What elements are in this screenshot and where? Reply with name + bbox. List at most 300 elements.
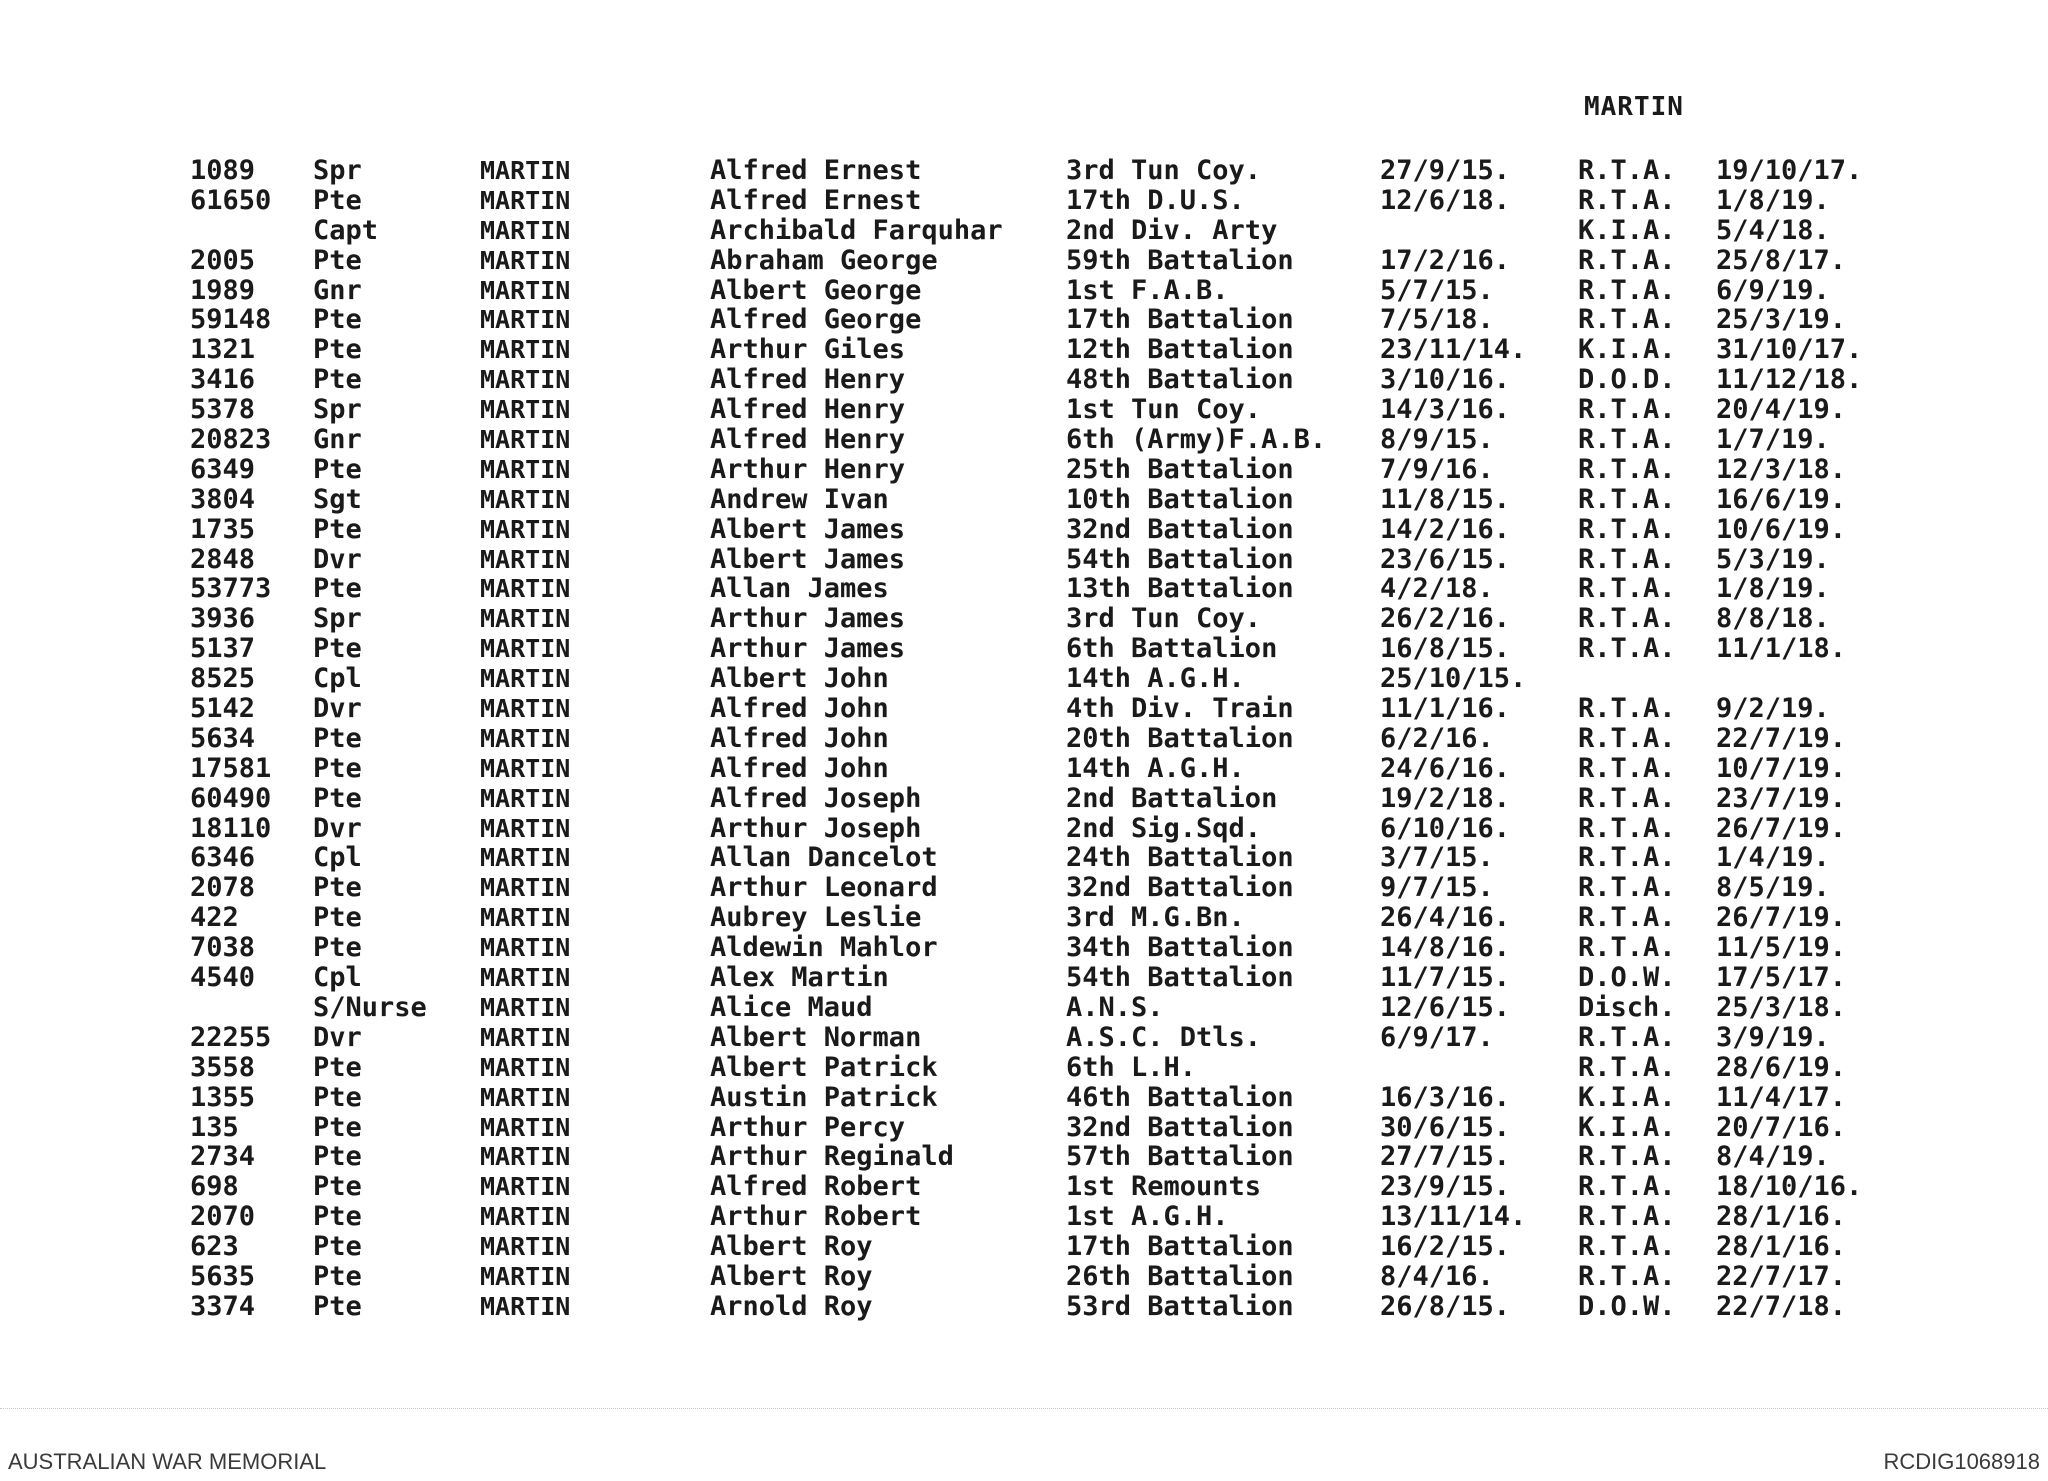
service-number: 4540 (190, 962, 256, 994)
rank: Pte (313, 334, 362, 366)
given-names: Albert Roy (710, 1260, 873, 1292)
fate-date: 10/7/19. (1716, 752, 1847, 784)
surname: MARTIN (480, 1172, 571, 1202)
fate-date: 20/7/16. (1716, 1111, 1847, 1143)
rank: Pte (313, 872, 362, 904)
given-names: Albert George (710, 274, 922, 306)
given-names: Arthur Percy (710, 1111, 906, 1143)
service-number: 8525 (190, 663, 256, 695)
fate-date: 11/5/19. (1716, 932, 1847, 964)
rank: Spr (313, 603, 362, 635)
given-names: Alfred Joseph (710, 782, 922, 814)
service-number: 2005 (190, 244, 256, 276)
surname: MARTIN (480, 1261, 571, 1291)
fate: R.T.A. (1578, 722, 1676, 754)
enlistment-date: 24/6/16. (1380, 752, 1511, 784)
unit: 32nd Battalion (1066, 513, 1294, 545)
fate-date: 11/1/18. (1716, 633, 1847, 665)
service-number: 1089 (190, 155, 256, 186)
surname: MARTIN (480, 963, 571, 993)
unit: 24th Battalion (1066, 842, 1294, 874)
page-header-surname: MARTIN (1584, 92, 1684, 122)
enlistment-date: 7/9/16. (1380, 453, 1494, 485)
enlistment-date: 23/6/15. (1380, 543, 1511, 575)
fate-date: 28/1/16. (1716, 1231, 1847, 1263)
fate: R.T.A. (1578, 872, 1676, 904)
enlistment-date: 7/5/18. (1380, 304, 1494, 336)
fate: R.T.A. (1578, 394, 1676, 426)
rank: Dvr (313, 812, 362, 844)
service-number: 3936 (190, 603, 256, 635)
surname: MARTIN (480, 425, 571, 455)
given-names: Alfred George (710, 304, 922, 336)
given-names: Aldewin Mahlor (710, 932, 938, 964)
unit: 32nd Battalion (1066, 872, 1294, 904)
fate-date: 31/10/17. (1716, 334, 1863, 366)
surname: MARTIN (480, 335, 571, 365)
fate: R.T.A. (1578, 483, 1676, 515)
rank: Pte (313, 932, 362, 964)
surname: MARTIN (480, 395, 571, 425)
surname: MARTIN (480, 903, 571, 933)
roll-entry-row (190, 993, 1920, 1023)
unit: 1st Remounts (1066, 1171, 1262, 1203)
fate: R.T.A. (1578, 155, 1676, 186)
unit: 14th A.G.H. (1066, 752, 1245, 784)
rank: Cpl (313, 962, 362, 994)
service-number: 1321 (190, 334, 256, 366)
given-names: Arthur James (710, 603, 906, 635)
rank: Pte (313, 633, 362, 665)
surname: MARTIN (480, 484, 571, 514)
fate-date: 11/4/17. (1716, 1081, 1847, 1113)
unit: 57th Battalion (1066, 1141, 1294, 1173)
rank: Pte (313, 1141, 362, 1173)
roll-entry-row (190, 156, 1920, 186)
enlistment-date: 27/9/15. (1380, 155, 1511, 186)
fate-date: 6/9/19. (1716, 274, 1830, 306)
fate-date: 10/6/19. (1716, 513, 1847, 545)
enlistment-date: 14/3/16. (1380, 394, 1511, 426)
unit: 13th Battalion (1066, 573, 1294, 605)
rank: Pte (313, 782, 362, 814)
given-names: Alfred Henry (710, 424, 906, 456)
fate-date: 26/7/19. (1716, 902, 1847, 934)
fate: R.T.A. (1578, 1141, 1676, 1173)
rank: Pte (313, 1260, 362, 1292)
given-names: Abraham George (710, 244, 938, 276)
fate-date: 9/2/19. (1716, 693, 1830, 725)
enlistment-date: 16/3/16. (1380, 1081, 1511, 1113)
surname: MARTIN (480, 365, 571, 395)
rank: Gnr (313, 274, 362, 306)
roll-entry-row (190, 365, 1920, 395)
surname: MARTIN (480, 694, 571, 724)
service-number: 6346 (190, 842, 256, 874)
fate: R.T.A. (1578, 543, 1676, 575)
fate-date: 1/8/19. (1716, 184, 1830, 216)
fate-date: 5/3/19. (1716, 543, 1830, 575)
service-number: 17581 (190, 752, 272, 784)
roll-entry-row (190, 574, 1920, 604)
fate-date: 28/6/19. (1716, 1051, 1847, 1083)
rank: Pte (313, 453, 362, 485)
fate: R.T.A. (1578, 1171, 1676, 1203)
unit: 1st Tun Coy. (1066, 394, 1262, 426)
surname: MARTIN (480, 215, 571, 245)
service-number: 20823 (190, 424, 272, 456)
enlistment-date: 13/11/14. (1380, 1201, 1527, 1233)
service-number: 3558 (190, 1051, 256, 1083)
rank: Spr (313, 155, 362, 186)
rank: Dvr (313, 543, 362, 575)
service-number: 1355 (190, 1081, 256, 1113)
unit: 14th A.G.H. (1066, 663, 1245, 695)
rank: Pte (313, 304, 362, 336)
fate-date: 18/10/16. (1716, 1171, 1863, 1203)
enlistment-date: 23/9/15. (1380, 1171, 1511, 1203)
enlistment-date: 14/8/16. (1380, 932, 1511, 964)
fate-date: 1/7/19. (1716, 424, 1830, 456)
enlistment-date: 3/7/15. (1380, 842, 1494, 874)
given-names: Alfred John (710, 693, 889, 725)
roll-entry-row (190, 1202, 1920, 1232)
roll-entry-row (190, 1113, 1920, 1143)
rank: Pte (313, 722, 362, 754)
roll-entry-row (190, 963, 1920, 993)
given-names: Arthur James (710, 633, 906, 665)
roll-entry-row (190, 1292, 1920, 1322)
unit: 17th Battalion (1066, 304, 1294, 336)
fate: K.I.A. (1578, 1081, 1676, 1113)
service-number: 2734 (190, 1141, 256, 1173)
roll-entry-row (190, 186, 1920, 216)
fate: R.T.A. (1578, 1260, 1676, 1292)
given-names: Albert Patrick (710, 1051, 938, 1083)
rank: Pte (313, 573, 362, 605)
fate: R.T.A. (1578, 812, 1676, 844)
roll-entry-row (190, 1262, 1920, 1292)
enlistment-date: 16/2/15. (1380, 1231, 1511, 1263)
surname: MARTIN (480, 1112, 571, 1142)
enlistment-date: 6/9/17. (1380, 1021, 1494, 1053)
fate: Disch. (1578, 991, 1676, 1023)
fate-date: 25/3/19. (1716, 304, 1847, 336)
given-names: Arthur Reginald (710, 1141, 954, 1173)
fate: D.O.D. (1578, 364, 1676, 396)
unit: 1st F.A.B. (1066, 274, 1229, 306)
fate-date: 19/10/17. (1716, 155, 1863, 186)
roll-entry-row (190, 216, 1920, 246)
service-number: 3374 (190, 1290, 256, 1322)
service-number: 22255 (190, 1021, 272, 1053)
surname: MARTIN (480, 544, 571, 574)
rank: Pte (313, 513, 362, 545)
service-number: 5137 (190, 633, 256, 665)
given-names: Alfred Ernest (710, 155, 922, 186)
fate: K.I.A. (1578, 1111, 1676, 1143)
surname: MARTIN (480, 783, 571, 813)
surname: MARTIN (480, 992, 571, 1022)
fate: R.T.A. (1578, 304, 1676, 336)
fate-date: 12/3/18. (1716, 453, 1847, 485)
given-names: Alice Maud (710, 991, 873, 1023)
service-number: 5142 (190, 693, 256, 725)
fate-date: 22/7/18. (1716, 1290, 1847, 1322)
enlistment-date: 12/6/15. (1380, 991, 1511, 1023)
service-number: 2078 (190, 872, 256, 904)
roll-entry-row (190, 1023, 1920, 1053)
unit: 54th Battalion (1066, 962, 1294, 994)
fate-date: 3/9/19. (1716, 1021, 1830, 1053)
enlistment-date: 8/4/16. (1380, 1260, 1494, 1292)
enlistment-date: 16/8/15. (1380, 633, 1511, 665)
unit: 6th L.H. (1066, 1051, 1197, 1083)
enlistment-date: 4/2/18. (1380, 573, 1494, 605)
surname: MARTIN (480, 1052, 571, 1082)
given-names: Arthur Giles (710, 334, 906, 366)
roll-entry-row (190, 485, 1920, 515)
surname: MARTIN (480, 723, 571, 753)
given-names: Alfred Henry (710, 394, 906, 426)
unit: 3rd M.G.Bn. (1066, 902, 1245, 934)
rank: Pte (313, 244, 362, 276)
fate-date: 11/12/18. (1716, 364, 1863, 396)
enlistment-date: 23/11/14. (1380, 334, 1527, 366)
given-names: Albert John (710, 663, 889, 695)
fate-date: 23/7/19. (1716, 782, 1847, 814)
roll-entry-row (190, 903, 1920, 933)
rank: Pte (313, 1171, 362, 1203)
unit: 4th Div. Train (1066, 693, 1294, 725)
roll-entry-row (190, 873, 1920, 903)
roll-entry-row (190, 1172, 1920, 1202)
roll-entry-row (190, 1053, 1920, 1083)
rank: Pte (313, 1201, 362, 1233)
scan-edge-divider (0, 1408, 2048, 1411)
unit: 32nd Battalion (1066, 1111, 1294, 1143)
enlistment-date: 30/6/15. (1380, 1111, 1511, 1143)
enlistment-date: 8/9/15. (1380, 424, 1494, 456)
fate-date: 5/4/18. (1716, 214, 1830, 246)
fate-date: 25/3/18. (1716, 991, 1847, 1023)
unit: 59th Battalion (1066, 244, 1294, 276)
given-names: Alfred John (710, 722, 889, 754)
service-number: 5378 (190, 394, 256, 426)
unit: 10th Battalion (1066, 483, 1294, 515)
fate: R.T.A. (1578, 633, 1676, 665)
fate: R.T.A. (1578, 693, 1676, 725)
given-names: Albert James (710, 543, 906, 575)
unit: 20th Battalion (1066, 722, 1294, 754)
enlistment-date: 25/10/15. (1380, 663, 1527, 695)
fate: R.T.A. (1578, 1021, 1676, 1053)
rank: Capt (313, 214, 379, 246)
surname: MARTIN (480, 1082, 571, 1112)
service-number: 2070 (190, 1201, 256, 1233)
service-number: 422 (190, 902, 239, 934)
unit: 6th Battalion (1066, 633, 1278, 665)
service-number: 1989 (190, 274, 256, 306)
unit: 25th Battalion (1066, 453, 1294, 485)
surname: MARTIN (480, 634, 571, 664)
fate: R.T.A. (1578, 1231, 1676, 1263)
given-names: Arthur Robert (710, 1201, 922, 1233)
given-names: Allan James (710, 573, 889, 605)
given-names: Alfred Henry (710, 364, 906, 396)
fate-date: 8/8/18. (1716, 603, 1830, 635)
surname: MARTIN (480, 1142, 571, 1172)
unit: A.S.C. Dtls. (1066, 1021, 1262, 1053)
fate-date: 22/7/19. (1716, 722, 1847, 754)
fate-date: 8/4/19. (1716, 1141, 1830, 1173)
fate-date: 1/8/19. (1716, 573, 1830, 605)
service-number: 6349 (190, 453, 256, 485)
surname: MARTIN (480, 873, 571, 903)
surname: MARTIN (480, 753, 571, 783)
surname: MARTIN (480, 245, 571, 275)
roll-entry-row (190, 276, 1920, 306)
unit: 54th Battalion (1066, 543, 1294, 575)
roll-entry-row (190, 425, 1920, 455)
given-names: Albert Norman (710, 1021, 922, 1053)
roll-entry-row (190, 724, 1920, 754)
roll-entry-row (190, 515, 1920, 545)
given-names: Allan Dancelot (710, 842, 938, 874)
surname: MARTIN (480, 514, 571, 544)
given-names: Archibald Farquhar (710, 214, 1003, 246)
fate-date: 17/5/17. (1716, 962, 1847, 994)
enlistment-date: 12/6/18. (1380, 184, 1511, 216)
given-names: Alfred Robert (710, 1171, 922, 1203)
service-number: 59148 (190, 304, 272, 336)
unit: 3rd Tun Coy. (1066, 155, 1262, 186)
roll-entry-row (190, 754, 1920, 784)
rank: Dvr (313, 1021, 362, 1053)
surname: MARTIN (480, 305, 571, 335)
rank: Pte (313, 1111, 362, 1143)
fate-date: 26/7/19. (1716, 812, 1847, 844)
fate: R.T.A. (1578, 1201, 1676, 1233)
roll-entry-row (190, 843, 1920, 873)
service-number: 1735 (190, 513, 256, 545)
fate: R.T.A. (1578, 244, 1676, 276)
roll-entry-row (190, 305, 1920, 335)
fate: R.T.A. (1578, 932, 1676, 964)
unit: 12th Battalion (1066, 334, 1294, 366)
surname: MARTIN (480, 185, 571, 215)
fate: K.I.A. (1578, 334, 1676, 366)
surname: MARTIN (480, 664, 571, 694)
roll-entry-row (190, 604, 1920, 634)
roll-entry-row (190, 335, 1920, 365)
surname: MARTIN (480, 156, 571, 185)
given-names: Austin Patrick (710, 1081, 938, 1113)
fate-date: 22/7/17. (1716, 1260, 1847, 1292)
fate-date: 8/5/19. (1716, 872, 1830, 904)
service-number: 5634 (190, 722, 256, 754)
enlistment-date: 11/8/15. (1380, 483, 1511, 515)
unit: 46th Battalion (1066, 1081, 1294, 1113)
fate: R.T.A. (1578, 902, 1676, 934)
given-names: Alex Martin (710, 962, 889, 994)
surname: MARTIN (480, 933, 571, 963)
unit: 2nd Battalion (1066, 782, 1278, 814)
unit: 34th Battalion (1066, 932, 1294, 964)
service-number: 7038 (190, 932, 256, 964)
footer-institution: AUSTRALIAN WAR MEMORIAL (8, 1449, 327, 1474)
service-number: 53773 (190, 573, 272, 605)
surname: MARTIN (480, 1291, 571, 1321)
enlistment-date: 5/7/15. (1380, 274, 1494, 306)
fate: R.T.A. (1578, 1051, 1676, 1083)
unit: 6th (Army)F.A.B. (1066, 424, 1327, 456)
roll-entry-row (190, 694, 1920, 724)
surname: MARTIN (480, 604, 571, 634)
given-names: Aubrey Leslie (710, 902, 922, 934)
fate-date: 28/1/16. (1716, 1201, 1847, 1233)
fate-date: 1/4/19. (1716, 842, 1830, 874)
service-number: 698 (190, 1171, 239, 1203)
fate: R.T.A. (1578, 842, 1676, 874)
fate: R.T.A. (1578, 573, 1676, 605)
service-number: 60490 (190, 782, 272, 814)
service-number: 3804 (190, 483, 256, 515)
fate: R.T.A. (1578, 424, 1676, 456)
service-number: 61650 (190, 184, 272, 216)
enlistment-date: 19/2/18. (1380, 782, 1511, 814)
rank: S/Nurse (313, 991, 427, 1023)
rank: Pte (313, 1051, 362, 1083)
fate: R.T.A. (1578, 274, 1676, 306)
rank: Pte (313, 1231, 362, 1263)
roll-entry-row (190, 1142, 1920, 1172)
fate: D.O.W. (1578, 962, 1676, 994)
rank: Cpl (313, 842, 362, 874)
service-number: 18110 (190, 812, 272, 844)
enlistment-date: 26/4/16. (1380, 902, 1511, 934)
given-names: Arthur Henry (710, 453, 906, 485)
enlistment-date: 6/10/16. (1380, 812, 1511, 844)
surname: MARTIN (480, 813, 571, 843)
roll-entry-row (190, 395, 1920, 425)
footer-document-id: RCDIG1068918 (1883, 1449, 2040, 1474)
roll-entry-row (190, 1232, 1920, 1262)
service-number: 3416 (190, 364, 256, 396)
given-names: Arthur Joseph (710, 812, 922, 844)
roll-entry-row (190, 246, 1920, 276)
fate: D.O.W. (1578, 1290, 1676, 1322)
surname: MARTIN (480, 574, 571, 604)
fate-date: 20/4/19. (1716, 394, 1847, 426)
given-names: Andrew Ivan (710, 483, 889, 515)
service-number: 5635 (190, 1260, 256, 1292)
unit: 48th Battalion (1066, 364, 1294, 396)
enlistment-date: 26/2/16. (1380, 603, 1511, 635)
rank: Pte (313, 902, 362, 934)
roll-entry-row (190, 634, 1920, 664)
unit: 26th Battalion (1066, 1260, 1294, 1292)
given-names: Albert James (710, 513, 906, 545)
rank: Pte (313, 1081, 362, 1113)
unit: 1st A.G.H. (1066, 1201, 1229, 1233)
enlistment-date: 26/8/15. (1380, 1290, 1511, 1322)
roll-entry-row (190, 664, 1920, 694)
rank: Cpl (313, 663, 362, 695)
fate-date: 25/8/17. (1716, 244, 1847, 276)
unit: 2nd Div. Arty (1066, 214, 1278, 246)
enlistment-date: 14/2/16. (1380, 513, 1511, 545)
